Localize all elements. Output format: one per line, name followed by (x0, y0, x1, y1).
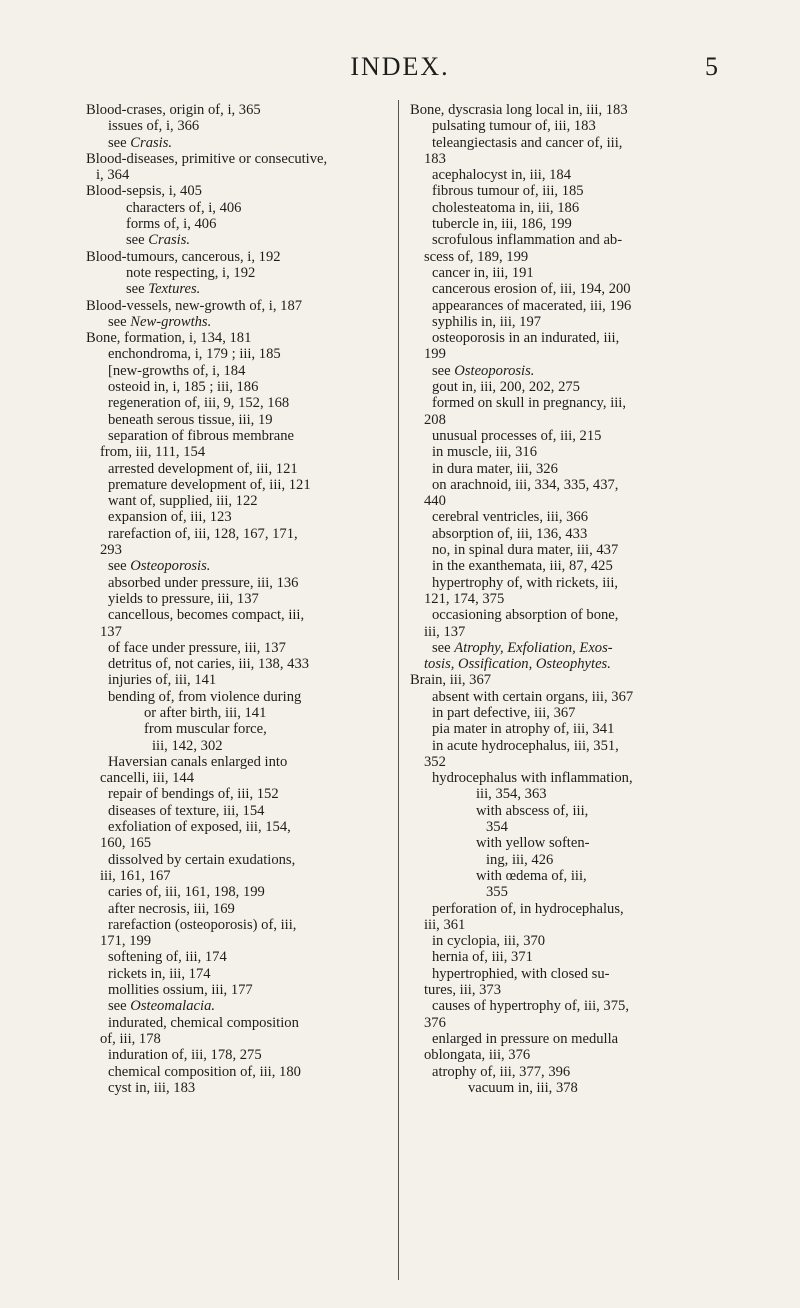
index-entry (86, 379, 388, 395)
index-entry (86, 135, 388, 151)
index-entry (86, 1015, 388, 1031)
index-entry (86, 298, 388, 314)
index-entry (410, 1047, 722, 1063)
index-entry-text: 208 (424, 411, 446, 428)
index-entry (410, 738, 722, 754)
index-entry (410, 493, 722, 509)
index-entry-text: 183 (424, 150, 446, 167)
index-entry-text: scess of, 189, 199 (424, 248, 529, 265)
index-entry (410, 379, 722, 395)
index-entry-text: hypertrophied, with closed su- (432, 965, 610, 982)
index-entry-text: in acute hydrocephalus, iii, 351, (432, 737, 619, 754)
index-entry-text: osteoporosis in an indurated, iii, (432, 330, 620, 347)
index-entry-text: mollities ossium, iii, 177 (108, 982, 253, 999)
index-entry (410, 395, 722, 411)
index-entry (410, 901, 722, 917)
index-entry (86, 477, 388, 493)
index-entry-text: cyst in, iii, 183 (108, 1079, 196, 1096)
index-entry (410, 346, 722, 362)
index-entry (86, 542, 388, 558)
index-entry-text: [new-growths of, i, 184 (108, 362, 246, 379)
index-entry (86, 721, 388, 737)
index-entry-text: scrofulous inflammation and ab- (432, 232, 623, 249)
index-entry (86, 183, 388, 199)
index-entry-text: hydrocephalus with inflammation, (432, 770, 633, 787)
index-entry (410, 330, 722, 346)
index-entry (410, 949, 722, 965)
index-entry (410, 933, 722, 949)
index-entry (86, 868, 388, 884)
index-entry (410, 1080, 722, 1096)
index-entry-text: dissolved by certain exudations, (108, 851, 296, 868)
index-entry-text: want of, supplied, iii, 122 (108, 493, 258, 510)
index-entry-text: rarefaction (osteoporosis) of, iii, (108, 916, 297, 933)
index-entry-text: 352 (424, 753, 446, 770)
index-entry-text: detritus of, not caries, iii, 138, 433 (108, 656, 310, 673)
index-entry-text: note respecting, i, 192 (126, 264, 256, 281)
index-entry (410, 118, 722, 134)
index-entry (410, 232, 722, 248)
index-entry-text: see (108, 313, 127, 330)
cross-reference: Crasis. (148, 232, 191, 249)
index-entry-text: in part defective, iii, 367 (432, 704, 576, 721)
index-entry (410, 298, 722, 314)
index-entry-text: separation of fibrous membrane (108, 427, 295, 444)
index-entry-text: vacuum in, iii, 378 (468, 1079, 578, 1096)
index-entry (86, 346, 388, 362)
index-entry (86, 265, 388, 281)
index-entry-text: oblongata, iii, 376 (424, 1047, 531, 1064)
index-entry (410, 151, 722, 167)
index-entry (410, 689, 722, 705)
index-entry (410, 526, 722, 542)
column-divider (398, 100, 399, 1280)
index-entry (86, 933, 388, 949)
index-entry (410, 835, 722, 851)
index-entry-text: cerebral ventricles, iii, 366 (432, 509, 589, 526)
index-entry (410, 721, 722, 737)
index-entry (410, 966, 722, 982)
index-entry (410, 640, 722, 656)
index-entry-text: diseases of texture, iii, 154 (108, 802, 265, 819)
index-entry (86, 526, 388, 542)
index-entry-text: appearances of macerated, iii, 196 (432, 297, 632, 314)
index-entry (410, 607, 722, 623)
index-entry (410, 803, 722, 819)
index-entry-text: iii, 137 (424, 623, 466, 640)
index-entry-text: iii, 161, 167 (100, 867, 171, 884)
index-entry (86, 1064, 388, 1080)
index-entry (86, 216, 388, 232)
index-entry (86, 395, 388, 411)
index-entry (86, 607, 388, 623)
index-entry (86, 672, 388, 688)
index-entry-text: arrested development of, iii, 121 (108, 460, 298, 477)
index-entry-text: Blood-diseases, primitive or consecutive, (86, 150, 328, 167)
index-entry-text: injuries of, iii, 141 (108, 672, 217, 689)
page-title: INDEX. (350, 52, 450, 81)
index-entry-text: cholesteatoma in, iii, 186 (432, 199, 580, 216)
index-entry (410, 558, 722, 574)
index-entry-text: Bone, formation, i, 134, 181 (86, 330, 252, 347)
index-entry-text: teleangiectasis and cancer of, iii, (432, 134, 623, 151)
index-entry-text: cancer in, iii, 191 (432, 264, 534, 281)
index-column-left (86, 102, 388, 1096)
index-entry-text: with abscess of, iii, (476, 802, 589, 819)
index-entry-text: forms of, i, 406 (126, 216, 217, 233)
page-number: 5 (705, 52, 718, 81)
index-entry (86, 689, 388, 705)
index-entry (86, 852, 388, 868)
index-entry (410, 672, 722, 688)
index-entry-text: Blood-crases, origin of, i, 365 (86, 102, 261, 118)
index-entry-text: Blood-vessels, new-growth of, i, 187 (86, 297, 303, 314)
index-entry-text: 293 (100, 542, 122, 559)
index-entry-text: of face under pressure, iii, 137 (108, 639, 286, 656)
index-entry (86, 884, 388, 900)
index-entry-text: with œdema of, iii, (476, 867, 587, 884)
index-entry (86, 118, 388, 134)
cross-reference: Osteoporosis. (130, 558, 211, 575)
index-entry (410, 167, 722, 183)
index-entry (410, 852, 722, 868)
index-entry (410, 509, 722, 525)
index-entry-text: Brain, iii, 367 (410, 672, 492, 689)
index-entry (410, 102, 722, 118)
index-entry (86, 509, 388, 525)
index-entry-text: see (126, 232, 145, 249)
index-entry (86, 640, 388, 656)
index-entry-text: yields to pressure, iii, 137 (108, 590, 259, 607)
index-entry-text: Bone, dyscrasia long local in, iii, 183 (410, 102, 628, 118)
index-entry-text: see (432, 362, 451, 379)
index-entry-text: 171, 199 (100, 933, 152, 950)
index-entry (86, 102, 388, 118)
index-entry-text: from muscular force, (144, 721, 267, 738)
index-entry (410, 363, 722, 379)
index-entry-text: Blood-tumours, cancerous, i, 192 (86, 248, 281, 265)
index-entry-text: softening of, iii, 174 (108, 949, 227, 966)
index-entry-text: of, iii, 178 (100, 1030, 161, 1047)
index-entry-text: 121, 174, 375 (424, 590, 505, 607)
index-entry (410, 444, 722, 460)
index-entry (410, 314, 722, 330)
index-entry-text: perforation of, in hydrocephalus, (432, 900, 624, 917)
index-entry-text: acephalocyst in, iii, 184 (432, 167, 572, 184)
index-entry (86, 281, 388, 297)
index-entry (86, 786, 388, 802)
index-entry (410, 884, 722, 900)
index-entry-text: hernia of, iii, 371 (432, 949, 533, 966)
index-entry (86, 982, 388, 998)
index-column-right (410, 102, 722, 1096)
index-entry-text: hypertrophy of, with rickets, iii, (432, 574, 619, 591)
index-entry (410, 428, 722, 444)
index-entry (86, 363, 388, 379)
index-entry-text: on arachnoid, iii, 334, 335, 437, (432, 476, 619, 493)
index-entry (86, 461, 388, 477)
index-entry (410, 135, 722, 151)
index-entry (410, 754, 722, 770)
index-entry (86, 803, 388, 819)
index-entry (86, 314, 388, 330)
index-entry-text: Blood-sepsis, i, 405 (86, 183, 202, 200)
index-entry-text: i, 364 (96, 167, 130, 184)
index-entry-text: repair of bendings of, iii, 152 (108, 786, 279, 803)
index-entry (86, 835, 388, 851)
index-entry (86, 819, 388, 835)
index-entry-text: or after birth, iii, 141 (144, 704, 267, 721)
index-entry-text: 354 (486, 819, 508, 836)
index-entry (410, 917, 722, 933)
index-entry (86, 558, 388, 574)
index-entry-text: enlarged in pressure on medulla (432, 1030, 619, 1047)
index-entry-text: absent with certain organs, iii, 367 (432, 688, 634, 705)
index-entry (86, 1047, 388, 1063)
index-entry (410, 216, 722, 232)
index-entry-text: in muscle, iii, 316 (432, 444, 537, 461)
index-entry-text: with yellow soften- (476, 835, 590, 852)
index-entry (86, 1080, 388, 1096)
index-entry-text: regeneration of, iii, 9, 152, 168 (108, 395, 290, 412)
index-entry-text: tubercle in, iii, 186, 199 (432, 216, 572, 233)
index-entry (86, 966, 388, 982)
index-entry (410, 591, 722, 607)
index-entry-text: ing, iii, 426 (486, 851, 554, 868)
index-entry (410, 770, 722, 786)
index-entry (86, 917, 388, 933)
index-entry-text: atrophy of, iii, 377, 396 (432, 1063, 571, 1080)
cross-reference: Crasis. (130, 134, 173, 151)
index-entry (86, 232, 388, 248)
index-entry (410, 1031, 722, 1047)
index-entry-text: beneath serous tissue, iii, 19 (108, 411, 273, 428)
index-entry-text: syphilis in, iii, 197 (432, 313, 542, 330)
index-entry (410, 786, 722, 802)
cross-reference: Osteomalacia. (130, 998, 216, 1015)
index-entry-text: see (108, 558, 127, 575)
index-entry (86, 998, 388, 1014)
index-entry-text: formed on skull in pregnancy, iii, (432, 395, 627, 412)
index-entry (86, 624, 388, 640)
index-entry (86, 412, 388, 428)
index-entry-text: fibrous tumour of, iii, 185 (432, 183, 584, 200)
index-entry-text: premature development of, iii, 121 (108, 476, 311, 493)
index-entry (86, 591, 388, 607)
index-entry (86, 770, 388, 786)
index-entry-text: gout in, iii, 200, 202, 275 (432, 379, 580, 396)
index-entry-text: induration of, iii, 178, 275 (108, 1047, 262, 1064)
index-entry (410, 412, 722, 428)
cross-reference: tosis, Ossification, Osteophytes. (424, 656, 611, 673)
index-entry-text: rickets in, iii, 174 (108, 965, 211, 982)
index-entry-text: causes of hypertrophy of, iii, 375, (432, 998, 629, 1015)
index-entry-text: 376 (424, 1014, 446, 1031)
index-entry (410, 542, 722, 558)
index-entry-text: occasioning absorption of bone, (432, 607, 619, 624)
index-entry-text: absorption of, iii, 136, 433 (432, 525, 588, 542)
index-entry-text: 137 (100, 623, 122, 640)
page-header (0, 52, 800, 92)
index-entry (410, 868, 722, 884)
index-entry-text: osteoid in, i, 185 ; iii, 186 (108, 379, 259, 396)
index-entry (86, 167, 388, 183)
index-entry-text: unusual processes of, iii, 215 (432, 427, 602, 444)
index-entry-text: after necrosis, iii, 169 (108, 900, 235, 917)
index-entry-text: absorbed under pressure, iii, 136 (108, 574, 299, 591)
index-entry-text: in cyclopia, iii, 370 (432, 933, 546, 950)
index-entry-text: 355 (486, 884, 508, 901)
index-entry-text: iii, 354, 363 (476, 786, 547, 803)
index-entry (410, 461, 722, 477)
index-entry-text: in dura mater, iii, 326 (432, 460, 558, 477)
index-entry-text: Haversian canals enlarged into (108, 753, 288, 770)
index-entry-text: tures, iii, 373 (424, 982, 502, 999)
index-entry-text: see (126, 281, 145, 298)
index-entry (86, 754, 388, 770)
index-entry (410, 265, 722, 281)
index-entry-text: chemical composition of, iii, 180 (108, 1063, 301, 1080)
index-entry-text: expansion of, iii, 123 (108, 509, 232, 526)
index-entry-text: enchondroma, i, 179 ; iii, 185 (108, 346, 281, 363)
index-entry (86, 151, 388, 167)
index-entry (86, 575, 388, 591)
cross-reference: Atrophy, Exfoliation, Exos- (454, 639, 613, 656)
index-entry (86, 738, 388, 754)
index-entry (410, 624, 722, 640)
index-entry (86, 949, 388, 965)
index-entry-text: 160, 165 (100, 835, 152, 852)
index-entry-text: in the exanthemata, iii, 87, 425 (432, 558, 613, 575)
index-entry (410, 998, 722, 1014)
index-entry-text: bending of, from violence during (108, 688, 302, 705)
index-entry (86, 249, 388, 265)
index-entry (410, 575, 722, 591)
index-entry-text: see (432, 639, 451, 656)
index-entry (410, 477, 722, 493)
index-entry (86, 444, 388, 460)
index-entry (410, 281, 722, 297)
index-entry (410, 982, 722, 998)
index-entry-text: pia mater in atrophy of, iii, 341 (432, 721, 615, 738)
index-entry-text: no, in spinal dura mater, iii, 437 (432, 542, 619, 559)
index-entry-text: issues of, i, 366 (108, 118, 200, 135)
index-entry (410, 249, 722, 265)
cross-reference: Textures. (148, 281, 201, 298)
index-entry-text: from, iii, 111, 154 (100, 444, 206, 461)
index-entry-text: cancerous erosion of, iii, 194, 200 (432, 281, 631, 298)
index-entry (410, 705, 722, 721)
index-entry (410, 819, 722, 835)
index-entry-text: exfoliation of exposed, iii, 154, (108, 819, 291, 836)
index-entry (410, 1015, 722, 1031)
index-entry-text: 440 (424, 493, 446, 510)
cross-reference: New-growths. (130, 313, 212, 330)
index-entry-text: characters of, i, 406 (126, 199, 242, 216)
index-entry (86, 901, 388, 917)
index-entry-text: pulsating tumour of, iii, 183 (432, 118, 596, 135)
index-entry (410, 183, 722, 199)
index-entry (86, 705, 388, 721)
index-entry-text: 199 (424, 346, 446, 363)
index-entry (410, 200, 722, 216)
index-entry (86, 493, 388, 509)
cross-reference: Osteoporosis. (454, 362, 535, 379)
index-entry (86, 200, 388, 216)
index-entry-text: cancellous, becomes compact, iii, (108, 607, 305, 624)
index-entry-text: see (108, 998, 127, 1015)
index-entry-text: caries of, iii, 161, 198, 199 (108, 884, 265, 901)
index-entry (410, 1064, 722, 1080)
index-entry (410, 656, 722, 672)
index-entry-text: cancelli, iii, 144 (100, 770, 195, 787)
index-entry-text: see (108, 134, 127, 151)
index-entry (86, 1031, 388, 1047)
index-entry-text: rarefaction of, iii, 128, 167, 171, (108, 525, 298, 542)
index-entry (86, 656, 388, 672)
index-entry-text: indurated, chemical composition (108, 1014, 299, 1031)
index-entry-text: iii, 361 (424, 916, 466, 933)
index-entry (86, 428, 388, 444)
index-entry (86, 330, 388, 346)
index-entry-text: iii, 142, 302 (152, 737, 223, 754)
